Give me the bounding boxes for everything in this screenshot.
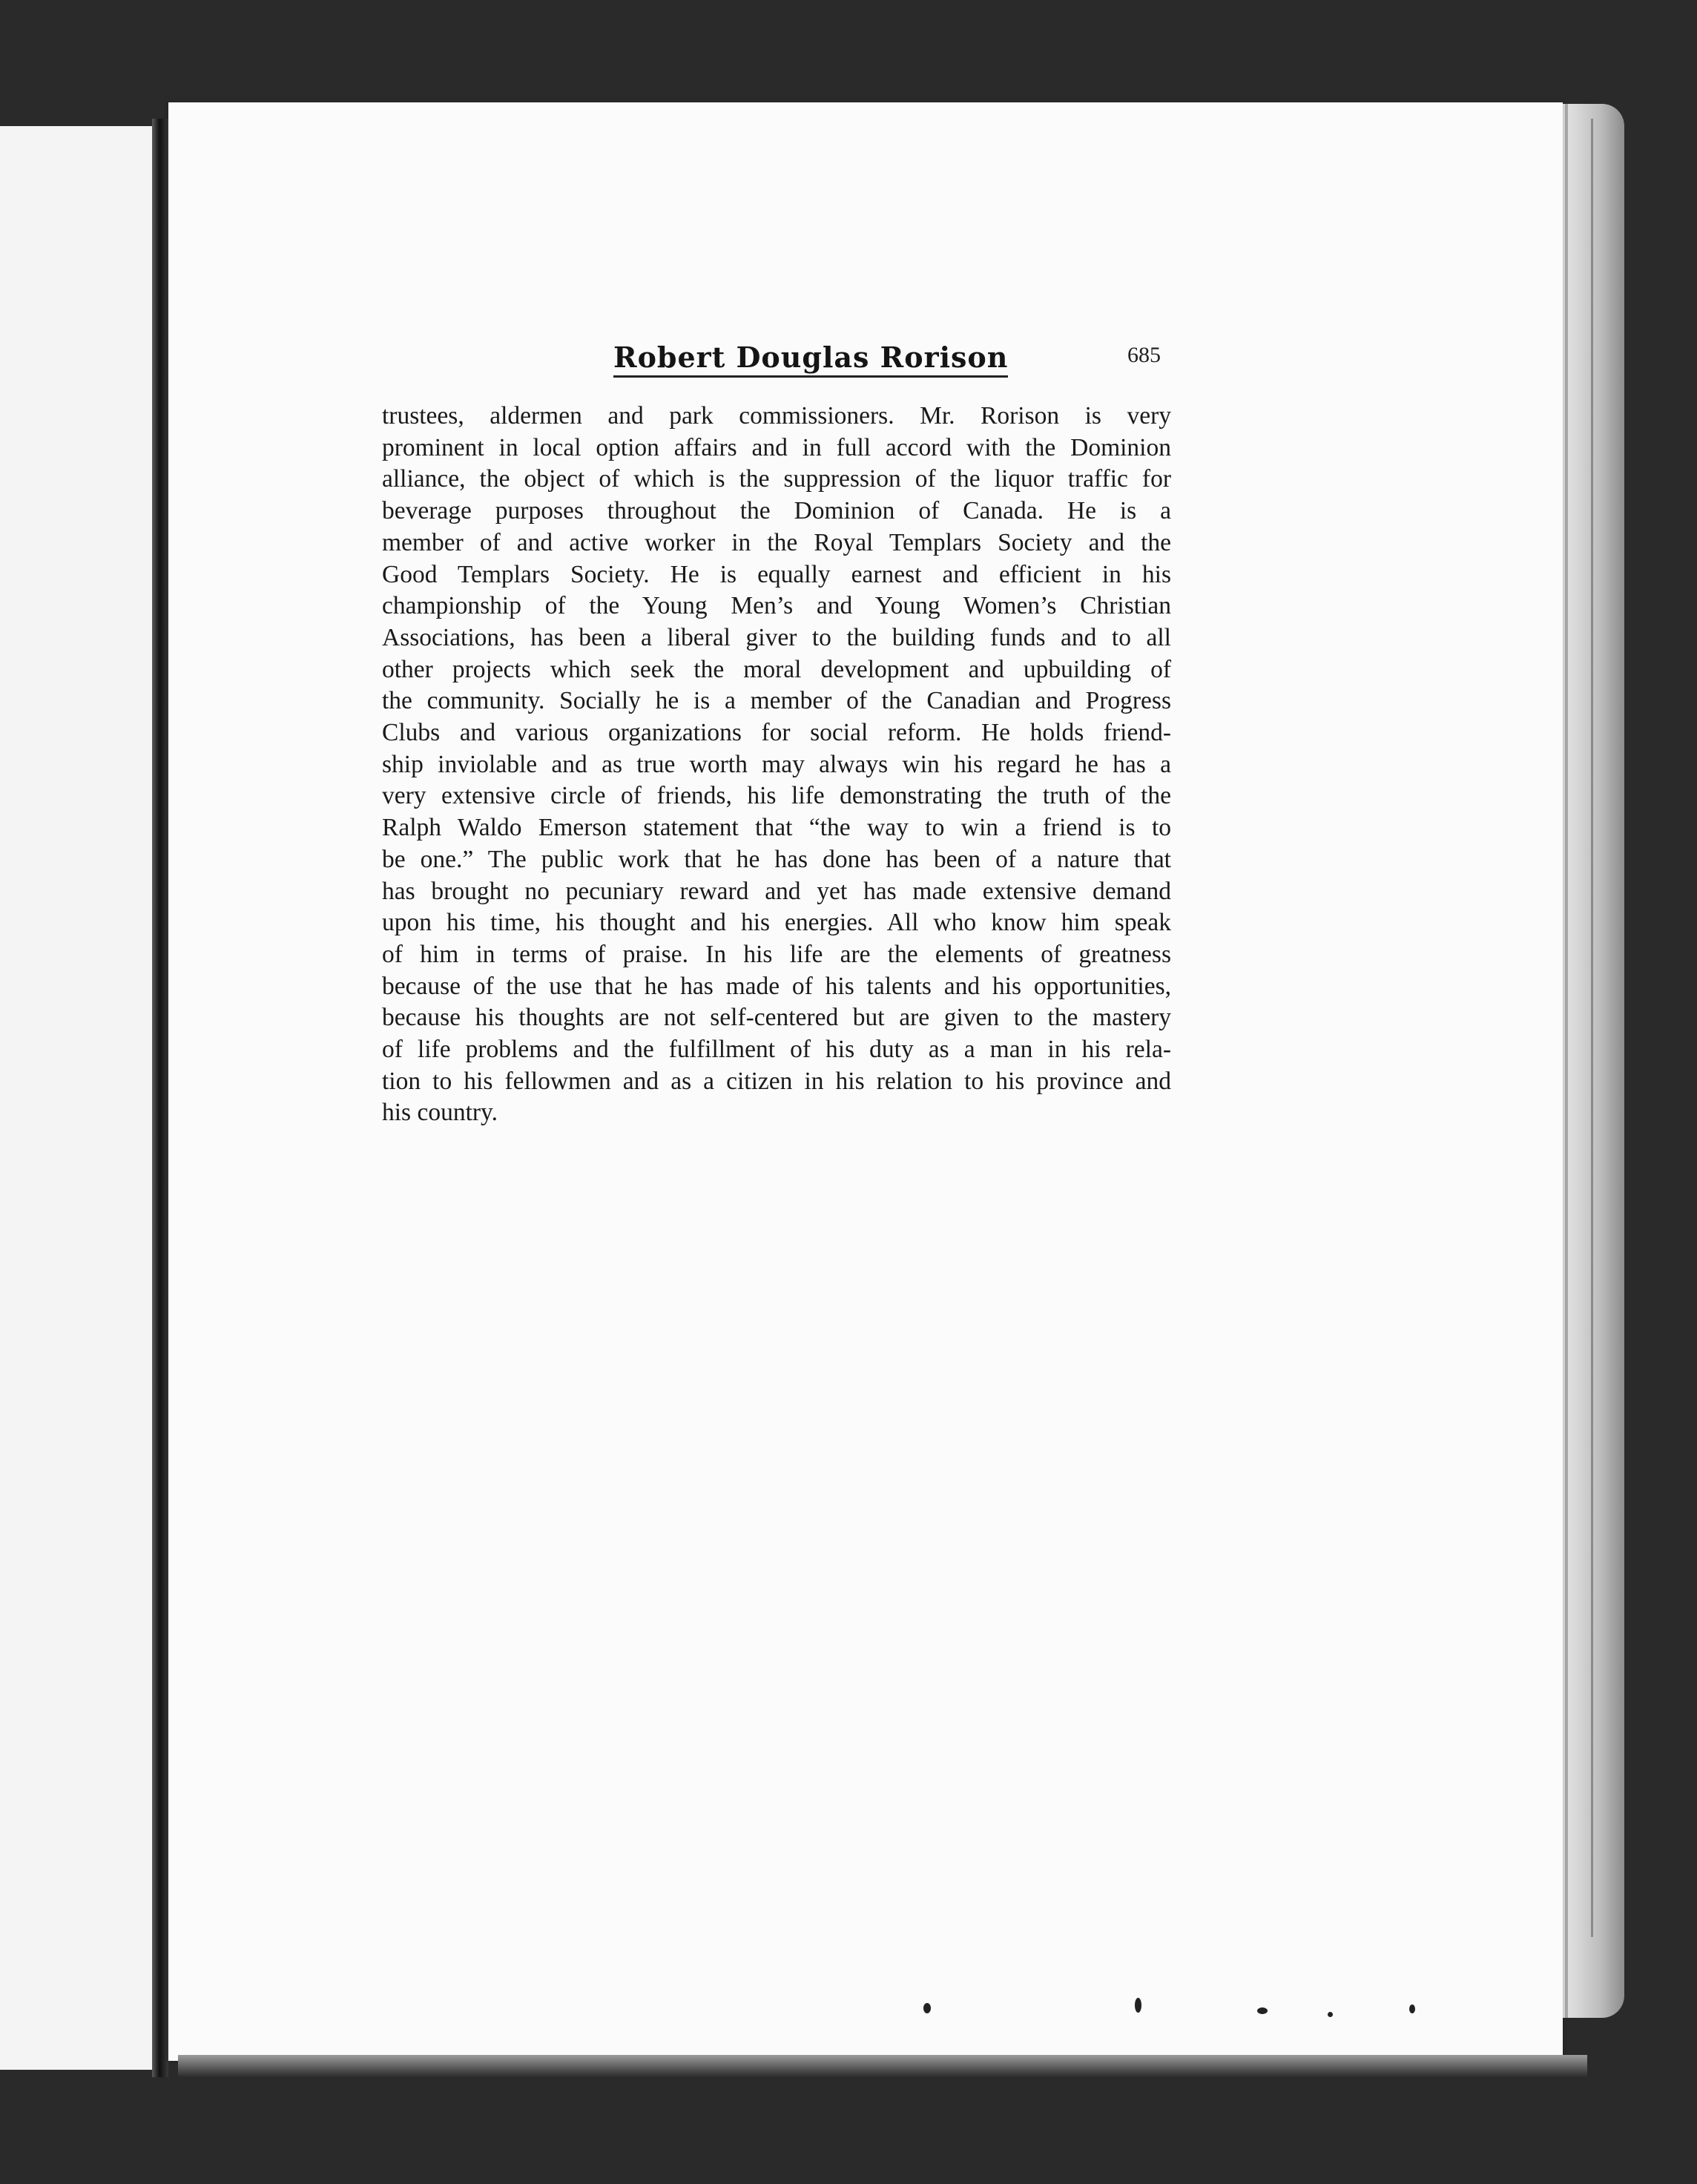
page-bottom-shadow	[178, 2055, 1587, 2077]
text-line: Good Templars Society. He is equally earnest and efficient in his	[382, 560, 1171, 588]
running-title: Robert Douglas Rorison	[613, 341, 1008, 378]
text-line: of life problems and the fulfillment of his duty as a man in his rela-	[382, 1036, 1171, 1064]
text-line: upon his time, his thought and his energies. All who know him speak	[382, 909, 1171, 937]
text-line: because of the use that he has made of his talents and his opportunities,	[382, 972, 1171, 1000]
previous-page-edge	[0, 126, 152, 2070]
text-line: prominent in local option affairs and in full accord with the Dominion	[382, 433, 1171, 461]
text-line: because his thoughts are not self-centered but are given to the mastery	[382, 1004, 1171, 1032]
text-line: ship inviolable and as true worth may always win his regard he has a	[382, 750, 1171, 778]
text-line: championship of the Young Men’s and Young Women’s Christian	[382, 592, 1171, 620]
page-number: 685	[1127, 343, 1161, 367]
text-line: his country.	[382, 1099, 498, 1127]
scan-speck	[1257, 2007, 1268, 2014]
text-line: tion to his fellowmen and as a citizen in his relation to his province and	[382, 1067, 1171, 1095]
text-line: beverage purposes throughout the Dominion of Canada. He is a	[382, 497, 1171, 525]
book-gutter	[152, 119, 168, 2077]
text-line: Clubs and various organizations for social reform. He holds friend-	[382, 719, 1171, 747]
text-line: very extensive circle of friends, his life demonstrating the truth of the	[382, 782, 1171, 810]
text-line: other projects which seek the moral development and upbuilding of	[382, 655, 1171, 683]
text-line: be one.” The public work that he has done has been of a nature that	[382, 845, 1171, 873]
text-line: trustees, aldermen and park commissioners. Mr. Rorison is very	[382, 402, 1171, 430]
scan-speck	[1135, 1998, 1141, 2013]
text-line: alliance, the object of which is the suppression of the liquor traffic for	[382, 465, 1171, 493]
text-line: member of and active worker in the Royal Templars Society and the	[382, 528, 1171, 556]
text-line: Associations, has been a liberal giver to the building funds and to all	[382, 623, 1171, 651]
body-paragraph	[382, 401, 1171, 1129]
text-line: the community. Socially he is a member of the Canadian and Progress	[382, 687, 1171, 715]
text-line: Ralph Waldo Emerson statement that “the way to win a friend is to	[382, 814, 1171, 842]
scan-speck	[923, 2003, 931, 2013]
scan-speck	[1409, 2004, 1415, 2013]
text-line: of him in terms of praise. In his life are the elements of greatness	[382, 940, 1171, 968]
text-line: has brought no pecuniary reward and yet has made extensive demand	[382, 877, 1171, 905]
scan-speck	[1328, 2012, 1333, 2017]
